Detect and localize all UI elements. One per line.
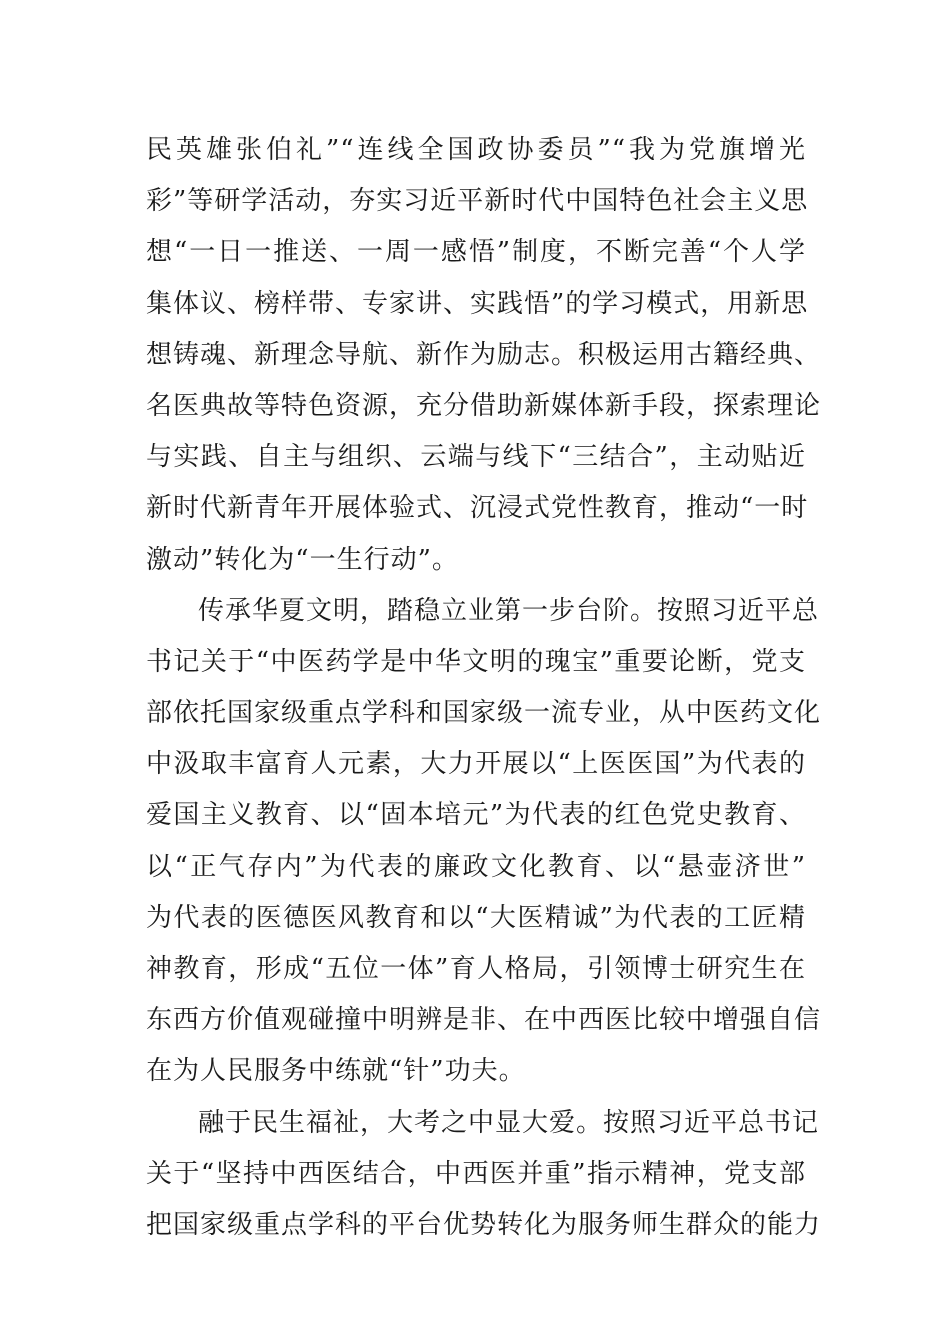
text-line: 爱国主义教育、以“固本培元”为代表的红色党史教育、 — [146, 800, 806, 831]
text-line: 书记关于“中医药学是中华文明的瑰宝”重要论断，党支 — [146, 646, 806, 677]
text-line: 传承华夏文明，踏稳立业第一步台阶。按照习近平总 — [198, 595, 820, 626]
text-line: 激动”转化为“一生行动”。 — [146, 544, 459, 575]
text-line: 关于“坚持中西医结合，中西医并重”指示精神，党支部 — [146, 1158, 806, 1189]
text-line: 融于民生福祉，大考之中显大爱。按照习近平总书记 — [198, 1107, 820, 1138]
text-line: 东西方价值观碰撞中明辨是非、在中西医比较中增强自信 — [146, 1005, 822, 1036]
paragraph-1 — [146, 125, 822, 586]
text-line: 名医典故等特色资源，充分借助新媒体新手段，探索理论 — [146, 390, 822, 421]
text-line: 彩”等研学活动，夯实习近平新时代中国特色社会主义思 — [146, 186, 809, 217]
text-line: 以“正气存内”为代表的廉政文化教育、以“悬壶济世” — [146, 851, 806, 882]
text-line: 想铸魂、新理念导航、新作为励志。积极运用古籍经典、 — [146, 339, 822, 370]
text-line: 民英雄张伯礼”“连线全国政协委员”“我为党旗增光 — [146, 135, 806, 165]
paragraph-2 — [146, 586, 822, 1098]
text-line: 集体议、榜样带、专家讲、实践悟”的学习模式，用新思 — [146, 288, 809, 319]
paragraph-3 — [146, 1098, 822, 1252]
text-line: 新时代新青年开展体验式、沉浸式党性教育，推动“一时 — [146, 493, 809, 524]
text-line: 在为人民服务中练就“针”功夫。 — [146, 1056, 526, 1087]
text-line: 与实践、自主与组织、云端与线下“三结合”，主动贴近 — [146, 442, 806, 473]
document-body — [146, 125, 822, 1251]
text-line: 神教育，形成“五位一体”育人格局，引领博士研究生在 — [146, 954, 806, 984]
text-line: 中汲取丰富育人元素，大力开展以“上医医国”为代表的 — [146, 749, 806, 780]
text-line: 为代表的医德医风教育和以“大医精诚”为代表的工匠精 — [146, 902, 806, 933]
text-line: 把国家级重点学科的平台优势转化为服务师生群众的能力 — [146, 1209, 822, 1240]
text-line: 想“一日一推送、一周一感悟”制度，不断完善“个人学 — [146, 237, 806, 268]
text-line: 部依托国家级重点学科和国家级一流专业，从中医药文化 — [146, 698, 822, 729]
